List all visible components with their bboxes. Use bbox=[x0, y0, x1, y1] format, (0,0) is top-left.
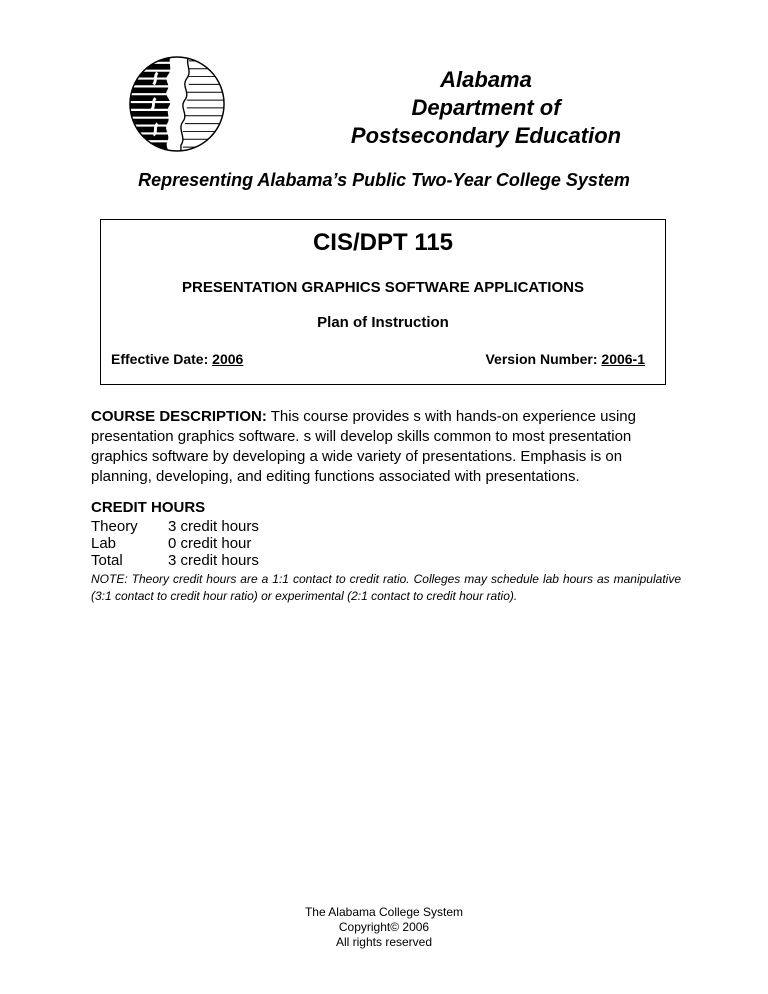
organization-title bbox=[300, 66, 672, 150]
credit-hours-note: NOTE: Theory credit hours are a 1:1 contact to credit ratio. Colleges may schedule lab hours as manipulative (3:1 contact to credit hour ratio) or experimental (2:1 contact to credit hour ratio). bbox=[91, 572, 681, 603]
effective-date-value: 2006 bbox=[212, 351, 244, 367]
credit-row-theory bbox=[91, 518, 259, 535]
plan-of-instruction: Plan of Instruction bbox=[317, 314, 449, 331]
org-title-line-1: Alabama bbox=[440, 67, 532, 92]
globe-faces-logo bbox=[128, 55, 226, 153]
credit-row-lab bbox=[91, 535, 251, 552]
footer-line-1: The Alabama College System bbox=[304, 905, 464, 919]
effective-date bbox=[111, 351, 243, 367]
course-description-text: This course provides s with hands-on experience using presentation graphics software. s will develop skills common to most presentation graphics software by developing a wide variety of presentations. Emphasis is on planning, developing, and editing functions associated with presentations. bbox=[91, 408, 636, 485]
effective-date-label: Effective Date: bbox=[111, 351, 209, 367]
course-info-box bbox=[100, 219, 666, 385]
credit-row-total bbox=[91, 552, 259, 569]
course-code: CIS/DPT 115 bbox=[312, 229, 454, 256]
footer bbox=[0, 905, 768, 950]
credit-row-value: 3 credit hours bbox=[168, 518, 259, 535]
org-title-line-2: Department of bbox=[411, 95, 561, 120]
course-name: PRESENTATION GRAPHICS SOFTWARE APPLICATIONS bbox=[182, 279, 584, 296]
version-number bbox=[485, 351, 645, 367]
credit-hours-heading: CREDIT HOURS bbox=[91, 499, 206, 516]
course-description bbox=[91, 407, 681, 487]
credit-row-label: Lab bbox=[91, 535, 117, 552]
version-number-label: Version Number: bbox=[485, 351, 598, 367]
footer-line-2: Copyright© 2006 bbox=[338, 920, 430, 934]
credit-row-value: 0 credit hour bbox=[168, 535, 252, 552]
credit-row-label: Theory bbox=[91, 518, 138, 535]
course-description-label: COURSE DESCRIPTION: bbox=[91, 408, 267, 425]
org-title-line-3: Postsecondary Education bbox=[350, 123, 622, 148]
organization-subtitle: Representing Alabama’s Public Two-Year College System bbox=[138, 170, 630, 190]
credit-row-value: 3 credit hours bbox=[168, 552, 259, 569]
footer-line-3: All rights reserved bbox=[335, 935, 433, 949]
version-number-value: 2006-1 bbox=[601, 351, 645, 367]
credit-row-label: Total bbox=[91, 552, 123, 569]
